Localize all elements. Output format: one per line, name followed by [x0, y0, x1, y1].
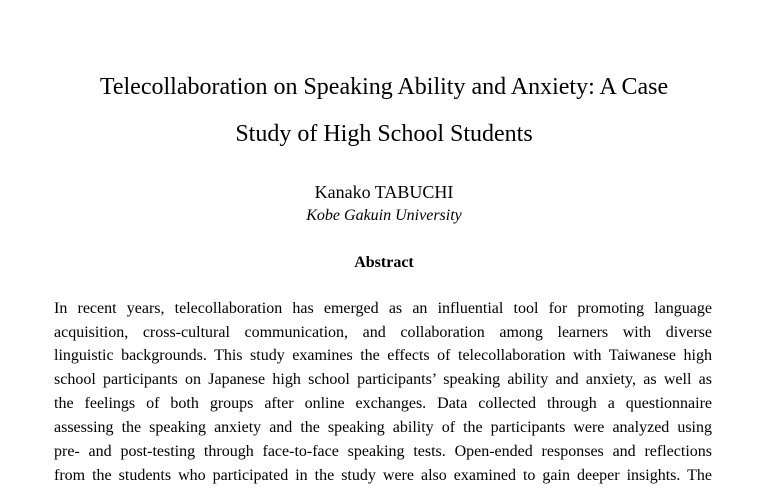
author-name: Kanako TABUCHI: [314, 182, 454, 202]
abstract-line: assessing the speaking anxiety and the speaking ability of the participants were analyzed using: [54, 419, 712, 436]
abstract-line: from the students who participated in the study were also examined to gain deeper insights. The: [54, 467, 712, 484]
abstract-line: acquisition, cross-cultural communication, and collaboration among learners with diverse: [54, 324, 712, 341]
author-affiliation: Kobe Gakuin University: [306, 207, 462, 224]
paper-title-line-1: Telecollaboration on Speaking Ability and Anxiety: A Case: [99, 74, 669, 100]
abstract-line: In recent years, telecollaboration has emerged as an influential tool for promoting language: [54, 300, 712, 317]
abstract-line: pre- and post-testing through face-to-face speaking tests. Open-ended responses and reflections: [54, 443, 712, 460]
abstract-line: linguistic backgrounds. This study examines the effects of telecollaboration with Taiwanese high: [54, 347, 712, 364]
abstract-line: school participants on Japanese high school participants’ speaking ability and anxiety, as well as: [54, 371, 712, 388]
abstract-line: the feelings of both groups after online exchanges. Data collected through a questionnaire: [54, 395, 712, 412]
abstract-heading: Abstract: [354, 254, 414, 271]
paper-title-line-2: Study of High School Students: [235, 121, 533, 147]
